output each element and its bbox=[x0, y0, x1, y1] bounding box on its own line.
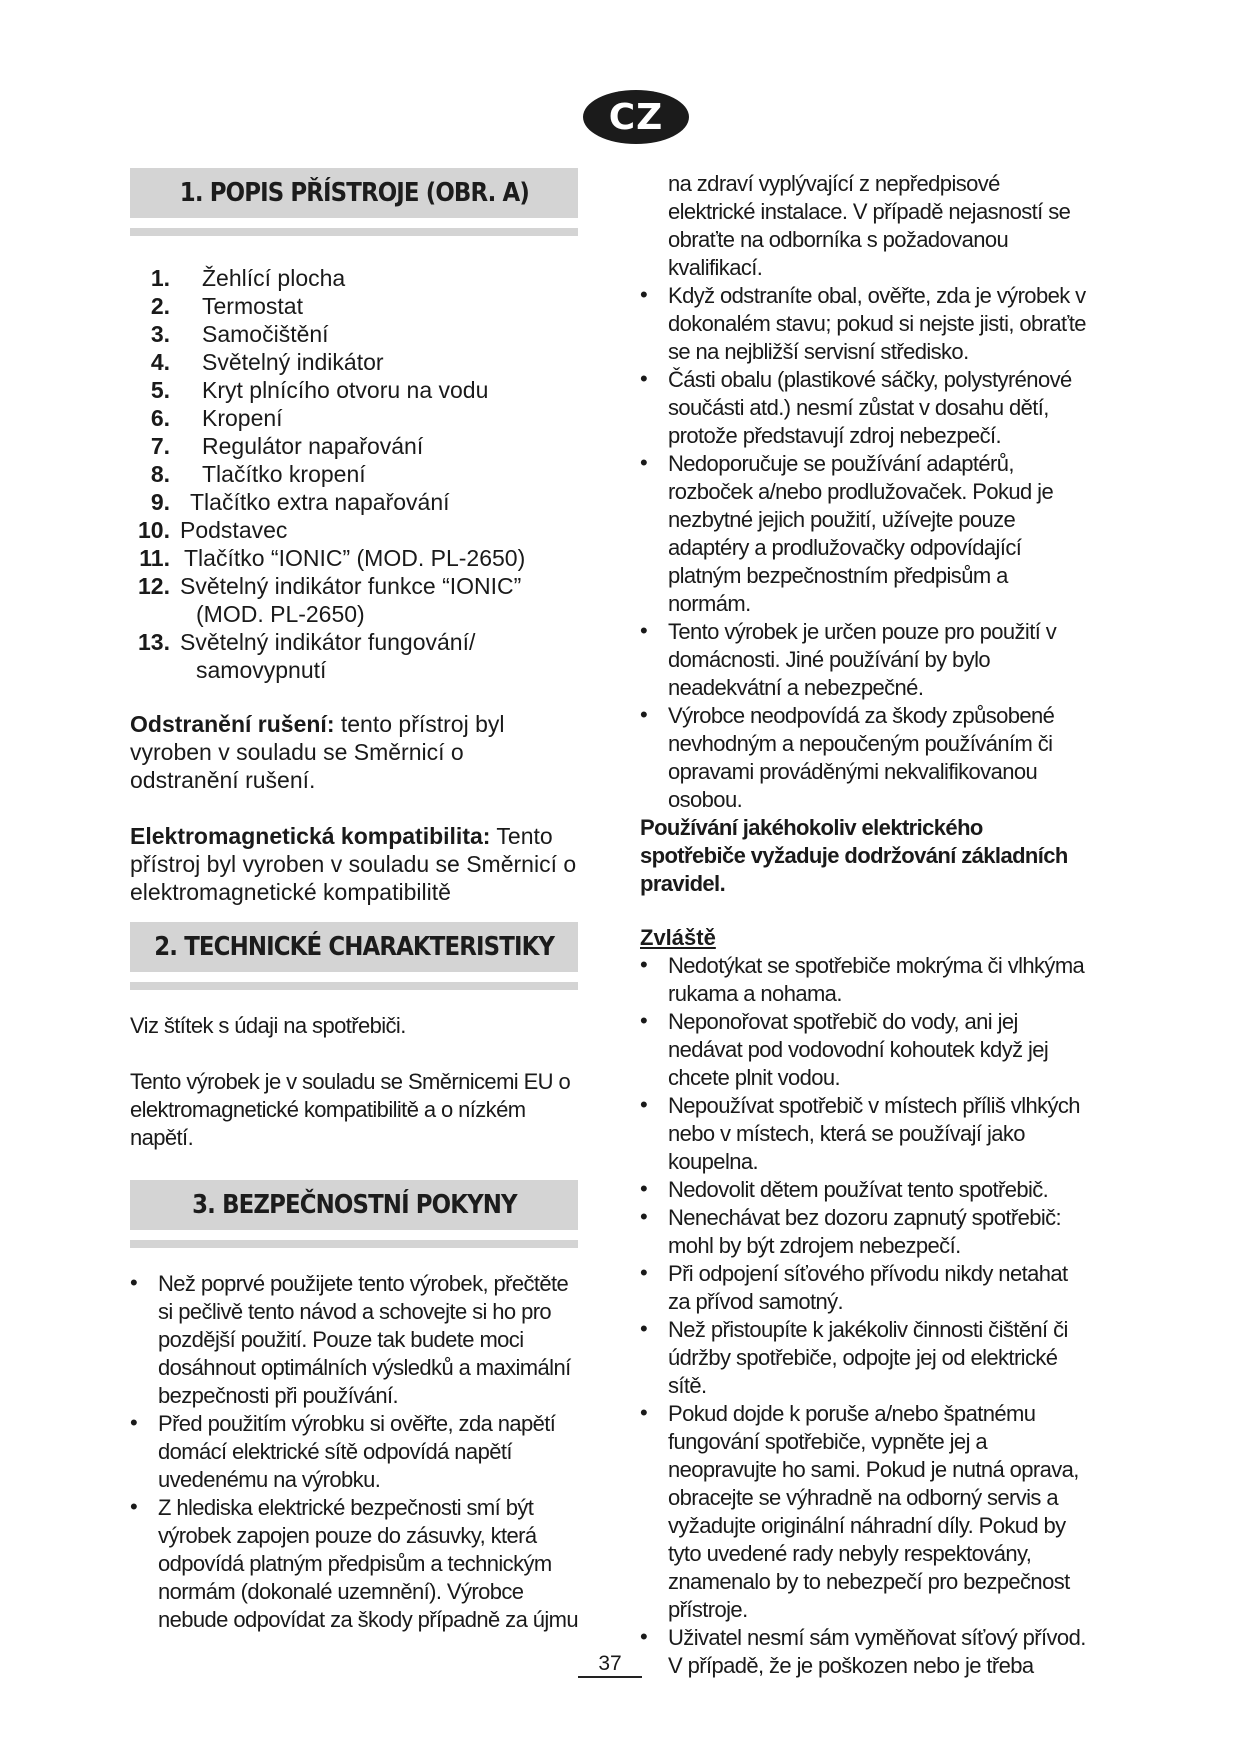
technical-conformity-note: Tento výrobek je v souladu se Směrnicemi EU o elektromagnetické kompatibilitě a o nízkém napětí. bbox=[130, 1069, 571, 1150]
section-heading-technical bbox=[130, 922, 578, 972]
list-item: 6. Kropení bbox=[150, 405, 283, 431]
list-item: • Nedotýkat se spotřebiče mokrýma či vlhkýma rukama a nohama. bbox=[640, 952, 1090, 1008]
list-item-continuation: (MOD. PL-2650) bbox=[196, 601, 365, 627]
list-item: • Výrobce neodpovídá za škody způsobené nevhodným a nepoučeným používáním či opravami prováděnými nekvalifikovanou osobou. bbox=[640, 702, 1090, 814]
emc-paragraph: Elektromagnetická kompatibilita: Tento přístroj byl vyroben v souladu se Směrnicí o elektromagnetické kompatibilitě bbox=[130, 823, 577, 905]
list-item: • Z hlediska elektrické bezpečnosti smí být výrobek zapojen pouze do zásuvky, která odpovídá platným předpisům a technickým normám (dokonalé uzemnění). Výrobce nebude odpovídat za škody případně za újmu bbox=[130, 1494, 578, 1634]
list-item: 3. Samočištění bbox=[150, 321, 329, 347]
especially-heading: Zvláště bbox=[640, 925, 716, 950]
section-heading-technical-text: 2. TECHNICKÉ CHARAKTERISTIKY bbox=[154, 932, 554, 962]
list-item: • Než poprvé použijete tento výrobek, přečtěte si pečlivě tento návod a schovejte si ho pro pozdější použití. Pouze tak budete moci dosáhnout optimálních výsledků a maximální bezpečnosti při používání. bbox=[130, 1270, 578, 1410]
interference-paragraph: Odstranění rušení: tento přístroj byl vyroben v souladu se Směrnicí o odstranění rušení. bbox=[130, 711, 505, 793]
heading-rule bbox=[130, 1240, 578, 1248]
section-heading-safety-text: 3. BEZPEČNOSTNÍ POKYNY bbox=[191, 1190, 517, 1220]
list-item: 13. Světelný indikátor fungování/ bbox=[138, 629, 476, 655]
section-heading-safety bbox=[130, 1180, 578, 1230]
list-item: 1. Žehlící plocha bbox=[150, 265, 346, 291]
list-item: 5. Kryt plnícího otvoru na vodu bbox=[150, 377, 489, 403]
heading-rule bbox=[130, 228, 578, 236]
list-item: 9. Tlačítko extra napařování bbox=[150, 489, 450, 515]
safety-bullets-right bbox=[640, 282, 1090, 814]
list-item: 11. Tlačítko “IONIC” (MOD. PL-2650) bbox=[139, 545, 526, 571]
list-item: • Uživatel nesmí sám vyměňovat síťový přívod. V případě, že je poškozen nebo je třeba bbox=[640, 1624, 1090, 1680]
heading-rule bbox=[130, 982, 578, 990]
especially-bullets bbox=[640, 952, 1090, 1680]
safety-bullets-left bbox=[130, 1270, 578, 1634]
list-item-continuation: samovypnutí bbox=[196, 657, 327, 683]
list-item: • Nepoužívat spotřebič v místech příliš vlhkých nebo v místech, která se používají jako koupelna. bbox=[640, 1092, 1090, 1176]
list-item: • Nenechávat bez dozoru zapnutý spotřebič: mohl by být zdrojem nebezpečí. bbox=[640, 1204, 1090, 1260]
list-item: • Před použitím výrobku si ověřte, zda napětí domácí elektrické sítě odpovídá napětí uvedenému na výrobku. bbox=[130, 1410, 578, 1494]
list-item: • Při odpojení síťového přívodu nikdy netahat za přívod samotný. bbox=[640, 1260, 1090, 1316]
safety-continuation: na zdraví vyplývající z nepředpisové elektrické instalace. V případě nejasností se obraťte na odborníka s požadovanou kvalifikací. bbox=[668, 171, 1071, 280]
list-item: 4. Světelný indikátor bbox=[150, 349, 384, 375]
list-item: • Části obalu (plastikové sáčky, polystyrénové součásti atd.) nesmí zůstat v dosahu dětí, protože představují zdroj nebezpečí. bbox=[640, 366, 1090, 450]
list-item: • Nedovolit dětem používat tento spotřebič. bbox=[640, 1176, 1090, 1204]
left-column bbox=[130, 168, 578, 1634]
list-item: • Pokud dojde k poruše a/nebo špatnému fungování spotřebiče, vypněte jej a neopravujte ho sami. Pokud je nutná oprava, obracejte se výhradně na odborný servis a vyžadujte originální náhradní díly. Pokud by tyto uvedené rady nebyly respektovány, znamenalo by to nebezpečí pro bezpečnost přístroje. bbox=[640, 1400, 1090, 1624]
technical-label-note: Viz štítek s údaji na spotřebiči. bbox=[130, 1013, 406, 1038]
right-column bbox=[640, 170, 1090, 1680]
section-heading-description bbox=[130, 168, 578, 218]
list-item: 7. Regulátor napařování bbox=[150, 433, 424, 459]
list-item: 12. Světelný indikátor funkce “IONIC” bbox=[138, 573, 522, 599]
list-item: • Když odstraníte obal, ověřte, zda je výrobek v dokonalém stavu; pokud si nejste jisti, obraťte se na nejbližší servisní středisko. bbox=[640, 282, 1090, 366]
list-item: • Nedoporučuje se používání adaptérů, rozboček a/nebo prodlužovaček. Pokud je nezbytné jejich použití, užívejte pouze adaptéry a prodlužovačky odpovídající platným bezpečnostním předpisům a normám. bbox=[640, 450, 1090, 618]
list-item: 2. Termostat bbox=[150, 293, 303, 319]
section-heading-description-text: 1. POPIS PŘÍSTROJE (OBR. A) bbox=[179, 178, 529, 208]
page-number: 37 bbox=[578, 1652, 642, 1678]
rules-note: Používání jakéhokoliv elektrického spotřebiče vyžaduje dodržování základních pravidel. bbox=[640, 815, 1068, 896]
list-item: 8. Tlačítko kropení bbox=[150, 461, 366, 487]
parts-list bbox=[130, 264, 578, 684]
list-item: • Tento výrobek je určen pouze pro použití v domácnosti. Jiné používání by bylo neadekvátní a nebezpečné. bbox=[640, 618, 1090, 702]
list-item: 10. Podstavec bbox=[138, 517, 288, 543]
language-badge: CZ bbox=[583, 90, 689, 144]
list-item: • Neponořovat spotřebič do vody, ani jej nedávat pod vodovodní kohoutek když jej chcete plnit vodou. bbox=[640, 1008, 1090, 1092]
list-item: • Než přistoupíte k jakékoliv činnosti čištění či údržby spotřebiče, odpojte jej od elektrické sítě. bbox=[640, 1316, 1090, 1400]
